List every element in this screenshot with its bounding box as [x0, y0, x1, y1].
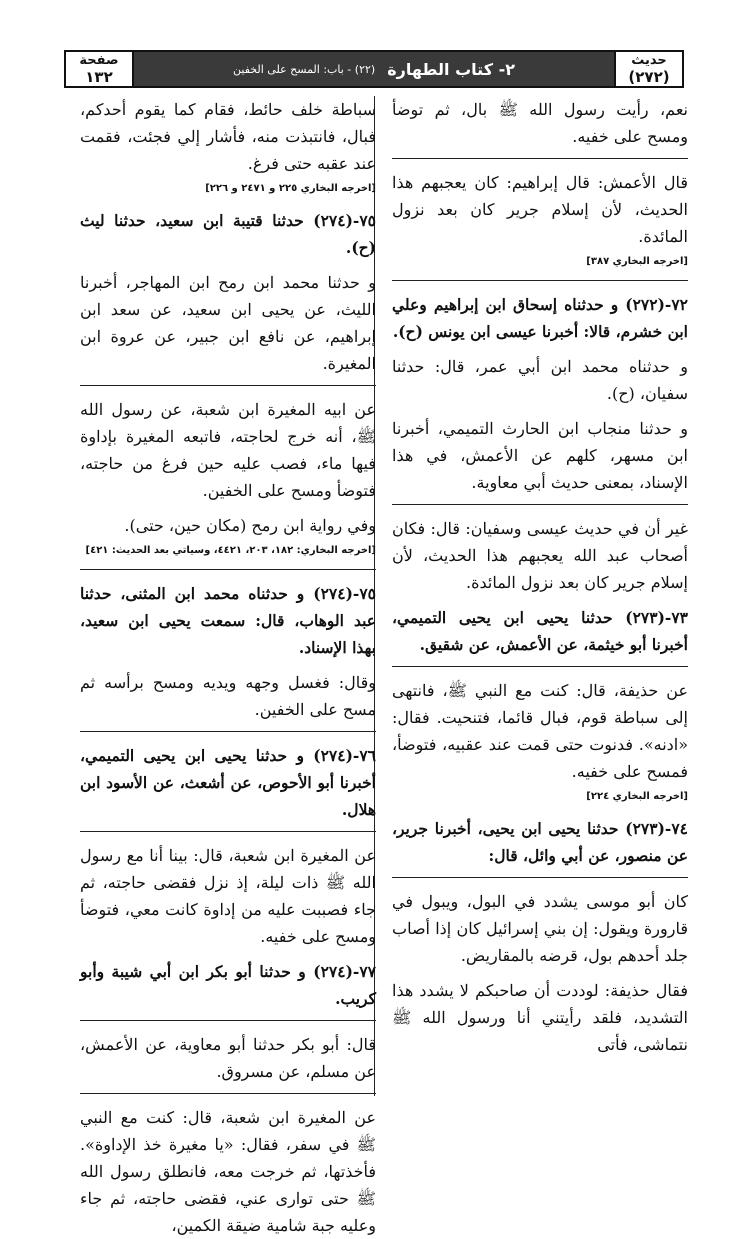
separator-line [80, 1020, 376, 1021]
paragraph: نعم، رأيت رسول الله ﷺ بال، ثم توضأ ومسح على خفيه. [392, 100, 688, 146]
paragraph: قال: أبو بكر حدثنا أبو معاوية، عن الأعمش، عن مسلم، عن مسروق. [80, 1035, 376, 1081]
paragraph: و حدثنا محمد ابن رمح ابن المهاجر، أخبرنا الليث، عن يحيى ابن سعيد، عن سعد ابن إبراهيم، عن نافع ابن جبير، عن عروة ابن المغيرة. [80, 273, 376, 373]
hadith-text: عن ابيه المغيرة ابن شعبة، عن رسول الله ﷺ، أنه خرج لحاجته، فاتبعه المغيرة بإداوة فيها ماء، فصب عليه حين فرغ من حاجته، فتوضأ ومسح على الخفين. [80, 400, 376, 500]
separator-line [80, 385, 376, 386]
chapter-title: (٢٢) - باب: المسح على الخفين [233, 62, 376, 76]
hadith-chain: ٧٢-(٢٧٢) و حدثناه إسحاق ابن إبراهيم وعلي ابن خشرم، قالا: أخبرنا عيسى ابن يونس (ح). [392, 295, 688, 341]
paragraph: غير أن في حديث عيسى وسفيان: قال: فكان أصحاب عبد الله يعجبهم هذا الحديث، لأن إسلام جرير كان بعد نزول المائدة. [392, 519, 688, 592]
header-title [146, 52, 602, 86]
paragraph: قال الأعمش: قال إبراهيم: كان يعجبهم هذا الحديث، لأن إسلام جرير كان بعد نزول المائدة. [392, 173, 688, 246]
hadith-chain: ٧٧-(٢٧٤) و حدثنا أبو بكر ابن أبي شيبة وأبو كريب. [80, 962, 376, 1008]
reference-note: [اخرجه البخاري ٢٢٥ و ٢٤٧١ و ٢٢٦] [205, 183, 376, 194]
hadith-number: (٢٧٢) [628, 68, 670, 86]
paragraph: وقال: فغسل وجهه ويديه ومسح برأسه ثم مسح على الخفين. [80, 673, 376, 719]
hadith-chain: ٧٥-(٢٧٤) و حدثناه محمد ابن المثنى، حدثنا عبد الوهاب، قال: سمعت يحيى ابن سعيد، بهذا الإسناد. [80, 584, 376, 657]
hadith-text: كان أبو موسى يشدد في البول، ويبول في قارورة ويقول: إن بني إسرائيل كان إذا أصاب جلد أحدهم بول، قرضه بالمقاريض. [392, 892, 688, 965]
hadith-number-box [614, 50, 684, 88]
separator-line [80, 831, 376, 832]
page-label: صفحة [79, 53, 119, 68]
paragraph: وفي رواية ابن رمح (مكان حين، حتى). [124, 516, 376, 535]
page-header [64, 50, 684, 88]
separator-line [80, 731, 376, 732]
hadith-chain: ٧٣-(٢٧٣) حدثنا يحيى ابن يحيى التميمي، أخبرنا أبو خيثمة، عن الأعمش، عن شقيق. [392, 608, 688, 654]
separator-line [392, 877, 688, 878]
hadith-label: حديث [631, 53, 667, 68]
reference-note: [اخرجه البخاري ٢٢٤] [586, 791, 688, 802]
separator-line [80, 569, 376, 570]
reference-note: [اخرجه البخاري: ١٨٢، ٢٠٣، ٤٤٢١، وسياتي بعد الحديث: ٤٢١] [85, 545, 376, 556]
hadith-text: عن المغيرة ابن شعبة، قال: كنت مع النبي ﷺ في سفر، فقال: «يا مغيرة خذ الإداوة». فأخذتها، ثم خرجت معه، فانطلق رسول الله ﷺ حتى توارى عني، فقضى حاجته، ثم جاء وعليه جبة شامية ضيقة الكمين، [80, 1108, 376, 1235]
page-number: ١٣٢ [85, 68, 113, 86]
hadith-chain: ٧٤-(٢٧٣) حدثنا يحيى ابن يحيى، أخبرنا جرير، عن منصور، عن أبي وائل، قال: [392, 819, 688, 865]
paragraph: فقال حذيفة: لوددت أن صاحبكم لا يشدد هذا التشديد، فلقد رأيتني أنا ورسول الله ﷺ نتماشى، فأتى [392, 981, 688, 1054]
paragraph: و حدثنا منجاب ابن الحارث التميمي، أخبرنا ابن مسهر، كلهم عن الأعمش، في هذا الإسناد، بمعنى حديث أبي معاوية. [392, 419, 688, 492]
book-title: ٢- كتاب الطهارة [387, 59, 515, 79]
separator-line [392, 504, 688, 505]
paragraph: سباطة خلف حائط، فقام كما يقوم أحدكم، فبال، فانتبذت منه، فأشار إلي فجئت، فقمت عند عقبه حتى فرغ. [80, 100, 376, 173]
page-number-box [64, 50, 134, 88]
right-column [392, 96, 688, 1100]
hadith-text: عن المغيرة ابن شعبة، قال: بينا أنا مع رسول الله ﷺ ذات ليلة، إذ نزل فقضى حاجته، ثم جاء فصببت عليه من إداوة كانت معي، فتوضأ ومسح على خفيه. [80, 846, 376, 946]
hadith-text: عن حذيفة، قال: كنت مع النبي ﷺ، فانتهى إلى سباطة قوم، فبال قائما، فتنحيت. فقال: «ادنه». فدنوت حتى قمت عند عقبيه، فتوضأ، فمسح على خفيه. [392, 681, 688, 781]
left-column [80, 96, 376, 1235]
paragraph: و حدثناه محمد ابن أبي عمر، قال: حدثنا سفيان، (ح). [392, 357, 688, 403]
separator-line [80, 1093, 376, 1094]
reference-note: [اخرجه البخاري ٣٨٧] [586, 256, 688, 267]
hadith-chain: ٧٥-(٢٧٤) حدثنا قتيبة ابن سعيد، حدثنا ليث (ح). [80, 211, 376, 257]
separator-line [392, 666, 688, 667]
separator-line [392, 280, 688, 281]
separator-line [392, 158, 688, 159]
hadith-chain: ٧٦-(٢٧٤) و حدثنا يحيى ابن يحيى التميمي، أخبرنا أبو الأحوص، عن أشعث، عن الأسود ابن هلال. [80, 746, 376, 819]
